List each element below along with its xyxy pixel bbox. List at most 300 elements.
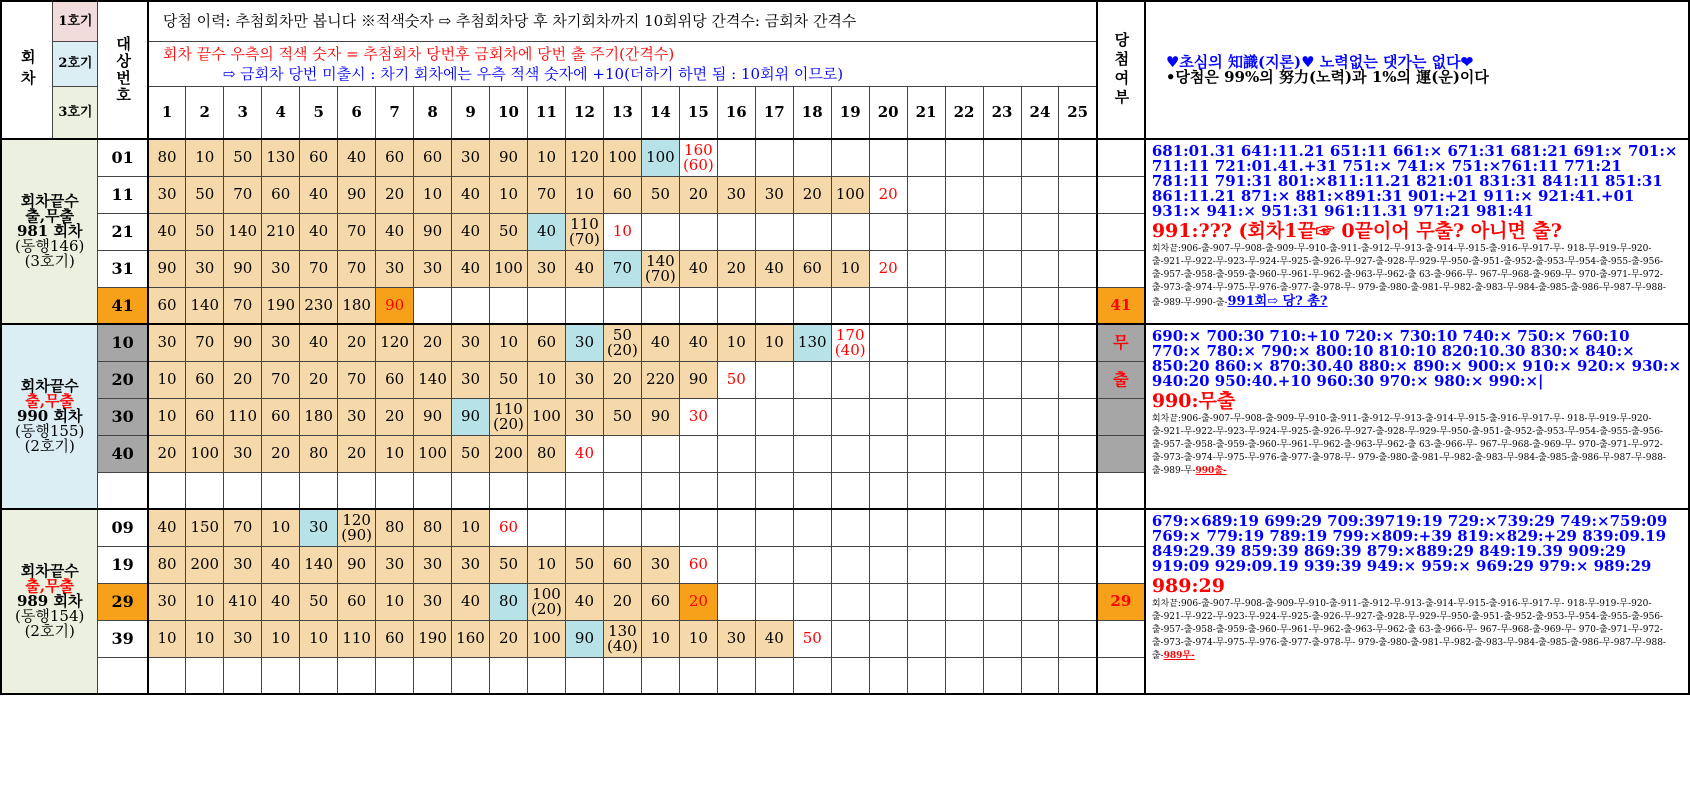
column-header-1: 1 [148,86,186,139]
draw-history-cell: 10 [831,250,869,287]
draw-history-cell: 10 [376,435,414,472]
draw-history-cell [1021,250,1059,287]
draw-history-cell: 30 [338,398,376,435]
draw-history-cell [1021,657,1059,694]
section-2-row [1,509,1689,546]
draw-history-cell [679,213,717,250]
section-label-line: 989 회차 [16,592,83,610]
draw-history-cell: 100 [414,435,452,472]
draw-history-cell: 20 [869,250,907,287]
draw-history-cell [1059,287,1097,324]
draw-history-cell: 40 [300,213,338,250]
draw-history-cell: 40 [338,139,376,176]
draw-history-cell [528,472,566,509]
draw-history-cell: 30 [641,546,679,583]
draw-history-cell [831,139,869,176]
draw-history-cell: 80 [300,435,338,472]
win-status-cell [1097,657,1145,694]
draw-history-cell: 50 [490,213,528,250]
draw-history-cell: 90 [641,398,679,435]
draw-history-cell [755,509,793,546]
draw-history-cell [603,324,641,361]
draw-history-cell [831,509,869,546]
section-label-line: (동행154) [15,607,85,625]
draw-history-cell [907,324,945,361]
draw-history-cell [755,139,793,176]
draw-history-cell: 110 [338,620,376,657]
win-status-cell [1097,139,1145,176]
draw-history-cell: 60 [490,509,528,546]
draw-history-cell [983,213,1021,250]
draw-history-cell [869,213,907,250]
draw-history-cell [945,620,983,657]
draw-history-cell: 20 [603,583,641,620]
draw-history-cell: 60 [679,546,717,583]
draw-history-cell: 80 [148,139,186,176]
draw-history-cell [793,657,831,694]
column-header-13: 13 [603,86,641,139]
draw-history-cell [793,583,831,620]
draw-history-cell: 40 [376,213,414,250]
draw-history-cell [907,546,945,583]
win-status-cell [1097,213,1145,250]
draw-history-cell [831,472,869,509]
draw-history-cell: 200 [490,435,528,472]
section-label-line: (2호기) [24,437,75,455]
draw-history-cell [603,287,641,324]
draw-history-cell [603,472,641,509]
draw-history-cell [528,509,566,546]
draw-history-cell [945,139,983,176]
draw-history-cell [945,435,983,472]
draw-history-cell [603,509,641,546]
win-status-cell [1097,472,1145,509]
draw-history-cell [907,657,945,694]
column-header-3: 3 [224,86,262,139]
cell-sub-value: (40) [607,636,638,655]
draw-history-cell: 60 [793,250,831,287]
draw-history-cell: 20 [414,324,452,361]
draw-history-cell [1021,472,1059,509]
draw-history-cell [869,509,907,546]
draw-history-cell: 30 [224,620,262,657]
draw-history-cell [1059,176,1097,213]
draw-history-cell [755,398,793,435]
section-label-line: 981 회차 [16,222,83,240]
column-header-8: 8 [414,86,452,139]
section-note [1145,139,1689,324]
draw-history-cell: 20 [869,176,907,213]
draw-history-cell: 80 [148,546,186,583]
section-label-line: (2호기) [24,622,75,640]
draw-history-cell [1021,361,1059,398]
draw-history-cell: 70 [338,213,376,250]
draw-history-cell: 60 [376,361,414,398]
draw-history-cell: 70 [224,287,262,324]
draw-history-cell [1059,139,1097,176]
draw-history-cell [1021,546,1059,583]
draw-history-cell [565,287,603,324]
cell-sub-value: (20) [493,414,524,433]
draw-history-cell: 50 [300,583,338,620]
draw-history-cell [869,435,907,472]
draw-history-cell [945,398,983,435]
column-header-12: 12 [565,86,603,139]
cell-value: 160 [684,140,713,159]
note-tail: 989무- [1163,651,1195,661]
cell-sub-value: (20) [531,599,562,618]
draw-history-cell [755,472,793,509]
draw-history-cell [907,583,945,620]
draw-history-cell [1021,176,1059,213]
cell-value: 170 [835,325,865,344]
win-status-cell [1097,250,1145,287]
draw-history-cell: 120 [565,139,603,176]
draw-history-cell [983,398,1021,435]
draw-history-cell [983,361,1021,398]
draw-history-cell [1021,435,1059,472]
draw-history-cell [907,139,945,176]
note-list-text: 회차끝:906-출-907-무-908-출-909-무-910-출-911-출-912-무-913-출-914-무-915-출-916-무-917-무- 918-무-919-무-920-출-921-무-922-무-923-무-924-무-925-출-926-무-927-출-928-무-929-무-950-출-951-출-952-출-953-무-954-출-955-출-956-출-957-출-958-출-959-출-960-무-961-무-962-출-963-무-962-출 63-출-966-무- 967-무-968-출-969-무- 970-출-971-무-972-출-973-출-974-무-975-무-976-출-977-출-978-무- 979-출-980-출-981-무-982-출-983-무-984-출-985-출-986-무-987-무-988-출-989-무- [1151,414,1666,476]
draw-history-cell [641,509,679,546]
draw-history-cell: 80 [376,509,414,546]
draw-history-cell: 100 [490,250,528,287]
draw-history-cell: 50 [224,139,262,176]
draw-history-cell: 20 [490,620,528,657]
draw-history-cell [679,472,717,509]
draw-history-cell [983,139,1021,176]
note-list [1152,598,1682,663]
column-header-20: 20 [869,86,907,139]
draw-history-cell [300,657,338,694]
draw-history-cell: 60 [262,398,300,435]
target-number-cell: 10 [98,324,148,361]
draw-history-cell: 180 [338,287,376,324]
draw-history-cell: 10 [186,583,224,620]
draw-history-cell [945,250,983,287]
draw-history-cell [1059,472,1097,509]
draw-history-cell [983,620,1021,657]
draw-history-cell: 10 [262,509,300,546]
target-number-cell: 31 [98,250,148,287]
info-text-1: 당첨 이력: 추첨회차만 봅니다 ※적색숫자 ⇨ 추첨회차당 후 차기회차까지 10회위당 간격수: 금회차 간격수 [162,11,857,30]
draw-history-cell [907,620,945,657]
motto-box [1145,1,1689,139]
draw-history-cell: 30 [262,324,300,361]
draw-history-cell [983,287,1021,324]
draw-history-cell: 60 [603,176,641,213]
draw-history-cell [831,361,869,398]
draw-history-cell: 30 [755,176,793,213]
draw-history-cell [793,546,831,583]
note-history: 690:× 700:30 710:+10 720:× 730:10 740:× 750:× 760:10 770:× 780:× 790:× 800:10 810:10 820:10.30 830:× 840:× 850:20 860:× 870:30.40 880:× 890:× 900:× 910:× 920:× 930:× 940:20 950:40.+10 960:30 970:× 980:× 990:×| [1151,327,1682,390]
draw-history-cell [945,509,983,546]
draw-history-cell: 50 [186,213,224,250]
draw-history-cell: 230 [300,287,338,324]
draw-history-cell [1059,620,1097,657]
draw-history-cell [1021,620,1059,657]
draw-history-cell [831,620,869,657]
draw-history-cell [679,139,717,176]
draw-history-cell [603,657,641,694]
draw-history-cell [831,287,869,324]
draw-history-cell: 30 [679,398,717,435]
draw-history-cell [945,657,983,694]
draw-history-cell [983,657,1021,694]
draw-history-cell [831,546,869,583]
draw-history-cell [907,361,945,398]
draw-history-cell: 50 [717,361,755,398]
draw-history-cell [717,546,755,583]
draw-history-cell: 20 [376,176,414,213]
section-label-line: 990 회차 [16,407,83,425]
draw-history-cell: 30 [452,361,490,398]
target-number-cell: 11 [98,176,148,213]
draw-history-cell: 40 [755,250,793,287]
cell-value: 110 [570,214,599,233]
draw-history-cell [1021,139,1059,176]
draw-history-cell [945,213,983,250]
section-label-line: (동행146) [15,237,85,255]
draw-history-cell [414,287,452,324]
draw-history-cell: 50 [603,398,641,435]
draw-history-cell: 10 [528,139,566,176]
draw-history-cell: 20 [603,361,641,398]
section-label-line: (3호기) [24,252,75,270]
column-header-17: 17 [755,86,793,139]
draw-history-cell: 30 [452,546,490,583]
note-list-text: 회차끝:906-출-907-무-908-출-909-무-910-출-911-출-912-무-913-출-914-무-915-출-916-무-917-무- 918-무-919-무-920-출-921-무-922-무-923-무-924-무-925-출-926-무-927-출-928-무-929-무-950-출-951-출-952-출-953-무-954-출-955-출-956-출-957-출-958-출-959-출-960-무-961-무-962-출-963-무-962-출 63-출-966-무- 967-무-968-출-969-무- 970-출-971-무-972-출-973-출-974-무-975-무-976-출-977-출-978-무- 979-출-980-출-981-무-982-출-983-무-984-출-985-출-986-무-987-무-988-출- [1151,599,1666,661]
draw-history-cell: 60 [186,398,224,435]
draw-history-cell [907,250,945,287]
draw-history-cell [793,139,831,176]
draw-history-cell [869,472,907,509]
target-number-cell: 09 [98,509,148,546]
win-status-cell [1097,546,1145,583]
draw-history-cell: 10 [148,620,186,657]
draw-history-cell: 20 [717,250,755,287]
draw-history-cell [528,287,566,324]
draw-history-cell [717,139,755,176]
section-label-line: 출,무출 [25,392,75,410]
column-header-21: 21 [907,86,945,139]
draw-history-cell: 90 [414,398,452,435]
draw-history-cell [1059,398,1097,435]
draw-history-cell [755,287,793,324]
draw-history-cell: 90 [224,324,262,361]
section-label-line: (동행155) [15,422,85,440]
draw-history-cell: 10 [641,620,679,657]
note-headline: 989:29 [1151,575,1225,597]
draw-history-cell: 30 [262,250,300,287]
cell-value: 120 [342,510,371,529]
draw-history-cell [224,472,262,509]
draw-history-cell [869,139,907,176]
draw-history-cell [338,509,376,546]
draw-history-cell: 190 [262,287,300,324]
column-header-16: 16 [717,86,755,139]
draw-history-cell: 80 [414,509,452,546]
section-label [1,509,98,694]
draw-history-cell: 40 [452,250,490,287]
win-status-cell [1097,620,1145,657]
draw-history-cell: 30 [414,250,452,287]
draw-history-cell: 40 [148,509,186,546]
draw-history-cell: 60 [603,546,641,583]
draw-history-cell [414,472,452,509]
draw-history-cell [907,287,945,324]
draw-history-cell: 30 [148,176,186,213]
draw-history-cell [717,509,755,546]
draw-history-cell: 130 [262,139,300,176]
note-history: 681:01.31 641:11.21 651:11 661:× 671:31 681:21 691:× 701:× 711:11 721:01.41.+31 751:× 741:× 751:×761:11 771:21 781:11 791:31 801:×811:11.21 821:01 831:31 841:11 851:31 861:11.21 871:× 881:×891:31 901:+21 911:× 921:41.+01 931:× 941:× 951:31 961:11.31 971:21 981:41 [1151,142,1678,220]
draw-history-cell: 180 [300,398,338,435]
draw-history-cell [831,657,869,694]
draw-history-cell [148,657,186,694]
note-tail: 991회⇨ 당? 총? [1227,294,1328,309]
ho-2-header: 2호기 [53,41,98,86]
draw-history-cell: 50 [186,176,224,213]
draw-history-cell: 60 [300,139,338,176]
draw-history-cell: 10 [148,398,186,435]
draw-history-cell: 120 [376,324,414,361]
draw-history-cell [717,213,755,250]
column-header-7: 7 [376,86,414,139]
draw-history-cell [831,398,869,435]
draw-history-cell: 70 [338,361,376,398]
target-number-cell: 39 [98,620,148,657]
draw-history-cell: 100 [528,398,566,435]
draw-history-cell: 60 [414,139,452,176]
draw-history-cell: 100 [831,176,869,213]
draw-history-cell: 10 [452,509,490,546]
draw-history-cell [490,398,528,435]
section-0-row [1,139,1689,176]
motto-line-2: •당첨은 99%의 努力(노력)과 1%의 運(운)이다 [1165,68,1489,86]
section-label [1,139,98,324]
draw-history-cell: 60 [528,324,566,361]
cell-value: 130 [608,621,637,640]
column-header-23: 23 [983,86,1021,139]
draw-history-cell: 70 [603,250,641,287]
note-headline: 990:무출 [1151,390,1236,412]
draw-history-cell [300,472,338,509]
draw-history-cell [1021,583,1059,620]
draw-history-cell [641,287,679,324]
draw-history-cell: 30 [300,509,338,546]
cell-sub-value: (40) [834,340,866,359]
draw-history-cell [755,546,793,583]
draw-history-cell [262,657,300,694]
draw-history-cell: 10 [490,176,528,213]
draw-history-cell: 30 [717,176,755,213]
draw-history-cell [793,287,831,324]
draw-history-cell [641,213,679,250]
draw-history-cell [1059,583,1097,620]
column-header-25: 25 [1059,86,1097,139]
draw-history-cell: 60 [186,361,224,398]
draw-history-cell [831,435,869,472]
draw-history-cell [793,509,831,546]
draw-history-cell [376,657,414,694]
draw-history-cell: 10 [679,620,717,657]
column-header-14: 14 [641,86,679,139]
draw-history-cell: 40 [679,250,717,287]
draw-history-cell: 90 [376,287,414,324]
draw-history-cell [717,435,755,472]
draw-history-cell: 20 [338,324,376,361]
draw-history-cell [717,583,755,620]
column-header-10: 10 [490,86,528,139]
target-number-cell: 01 [98,139,148,176]
draw-history-cell [1059,509,1097,546]
draw-history-cell [565,657,603,694]
draw-history-cell [679,509,717,546]
draw-history-cell [1059,213,1097,250]
draw-history-cell [983,176,1021,213]
draw-history-cell: 40 [300,176,338,213]
draw-history-cell: 70 [224,176,262,213]
draw-history-cell: 80 [528,435,566,472]
draw-history-cell [907,435,945,472]
draw-history-cell: 30 [414,546,452,583]
draw-history-cell: 30 [414,583,452,620]
draw-history-cell [831,583,869,620]
draw-history-cell: 50 [641,176,679,213]
column-header-5: 5 [300,86,338,139]
section-label [1,324,98,509]
draw-history-cell: 90 [679,361,717,398]
draw-history-cell: 30 [376,546,414,583]
draw-history-cell: 100 [186,435,224,472]
draw-history-cell: 10 [717,324,755,361]
draw-history-cell: 40 [452,176,490,213]
target-number-cell [98,472,148,509]
draw-history-cell [869,657,907,694]
draw-history-cell [186,472,224,509]
draw-history-cell: 20 [679,583,717,620]
draw-history-cell: 90 [414,213,452,250]
column-header-2: 2 [186,86,224,139]
draw-history-cell [755,213,793,250]
draw-history-cell [983,546,1021,583]
draw-history-cell: 70 [338,250,376,287]
draw-history-cell [983,435,1021,472]
draw-history-cell: 90 [148,250,186,287]
draw-history-cell: 70 [300,250,338,287]
draw-history-cell: 60 [148,287,186,324]
draw-history-cell: 40 [565,435,603,472]
draw-history-cell: 20 [793,176,831,213]
draw-history-cell: 20 [262,435,300,472]
draw-history-cell: 20 [338,435,376,472]
win-status-cell [1097,509,1145,546]
draw-history-cell [945,361,983,398]
draw-history-cell [717,472,755,509]
draw-history-cell [1021,324,1059,361]
draw-history-cell: 30 [224,435,262,472]
draw-history-cell [565,509,603,546]
draw-history-cell [452,657,490,694]
draw-history-cell: 50 [793,620,831,657]
info-text-3: ⇨ 금회차 당번 미출시 : 차기 회차에는 우측 적색 숫자에 +10(더하기 하면 됨 : 10회위 이므로) [222,64,844,83]
column-header-4: 4 [262,86,300,139]
draw-history-cell: 10 [528,361,566,398]
draw-history-cell: 160 [452,620,490,657]
draw-history-cell [945,583,983,620]
win-status-cell: 29 [1097,583,1145,620]
draw-history-cell: 100 [603,139,641,176]
